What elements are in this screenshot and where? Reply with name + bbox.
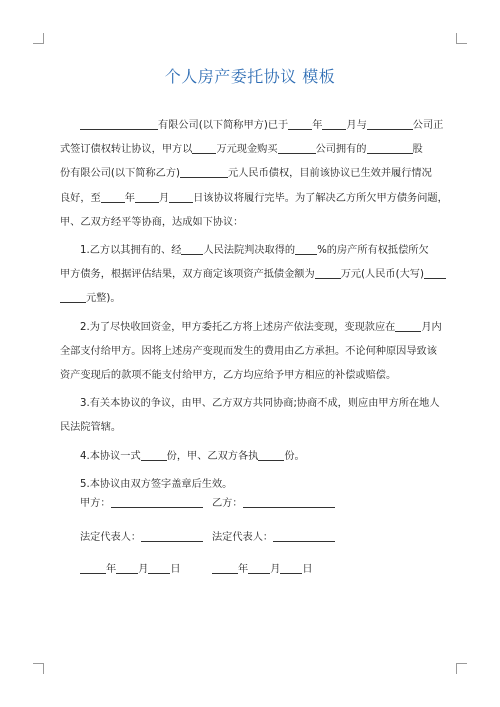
- corner-mark-top-left: [33, 33, 44, 44]
- party-b-field[interactable]: [243, 495, 335, 508]
- document-title: 个人房产委托协议 模板: [164, 67, 336, 86]
- day-field[interactable]: [148, 561, 170, 574]
- clause-1-line: 甲方债务，根据评估结果，双方商定该项资产抵债金额为 万元(人民币(大写): [60, 263, 452, 287]
- party-a-field[interactable]: [111, 495, 203, 508]
- blank-field[interactable]: [192, 141, 216, 154]
- blank-field[interactable]: [258, 448, 284, 461]
- blank-field[interactable]: [367, 117, 413, 130]
- paragraph-line: 份有限公司(以下简称乙方) 元人民币债权，目前该协议已生效并履行情况: [60, 162, 452, 186]
- blank-field[interactable]: [80, 117, 158, 130]
- blank-field[interactable]: [180, 165, 228, 178]
- clause-1: 1.乙方以其拥有的、经 人民法院判决取得的 %的房产所有权抵偿所欠: [60, 239, 452, 263]
- blank-field[interactable]: [135, 190, 159, 203]
- clause-3-line: 民法院管辖。: [60, 422, 122, 434]
- blank-field[interactable]: [101, 190, 125, 203]
- party-row: 甲方： 乙方：: [80, 487, 335, 515]
- clause-3: 3.有关本协议的争议，由甲、乙方双方共同协商;协商不成，则应由甲方所在地人: [80, 398, 440, 410]
- month-field[interactable]: [248, 561, 270, 574]
- clause-2: 2.为了尽快收回资金，甲方委托乙方将上述房产依法变现，变现款应在 月内: [60, 316, 452, 340]
- blank-field[interactable]: [322, 117, 346, 130]
- clause-1-line: 元整)。: [60, 287, 452, 311]
- blank-field[interactable]: [367, 141, 413, 154]
- paragraph-intro: 有限公司(以下简称甲方)已于 年 月与 公司正: [60, 114, 452, 138]
- blank-field[interactable]: [141, 448, 167, 461]
- corner-mark-top-right: [456, 33, 467, 44]
- document-body: [60, 114, 452, 497]
- clause-4: 4.本协议一式 份，甲、乙双方各执 份。: [60, 445, 452, 469]
- year-field[interactable]: [80, 561, 106, 574]
- corner-mark-bottom-left: [33, 663, 44, 674]
- month-field[interactable]: [116, 561, 138, 574]
- paragraph-line: 式签订债权转让协议，甲方以 万元现金购买 公司拥有的 股: [60, 138, 452, 162]
- blank-field[interactable]: [295, 242, 317, 255]
- clause-5: 5.本协议由双方签字盖章后生效。: [80, 478, 233, 490]
- day-field[interactable]: [280, 561, 302, 574]
- clause-2-line: 全部支付给甲方。因将上述房产变现而发生的费用由乙方承担。不论何种原因导致该: [60, 345, 437, 357]
- paragraph-line: 甲、乙双方经平等协商，达成如下协议：: [60, 216, 244, 228]
- date-row: 年 月 日 年 月 日: [80, 553, 335, 581]
- paragraph-line: 良好，至 年 月 日该协议将履行完毕。为了解决乙方所欠甲方债务问题，: [60, 187, 452, 211]
- blank-field[interactable]: [395, 319, 421, 332]
- year-field[interactable]: [212, 561, 238, 574]
- signature-block: [80, 487, 335, 581]
- rep-b-field[interactable]: [273, 529, 335, 542]
- corner-mark-bottom-right: [456, 663, 467, 674]
- blank-field[interactable]: [278, 141, 316, 154]
- blank-field[interactable]: [424, 266, 446, 279]
- blank-field[interactable]: [169, 190, 193, 203]
- blank-field[interactable]: [60, 290, 86, 303]
- blank-field[interactable]: [181, 242, 203, 255]
- representative-row: 法定代表人： 法定代表人：: [80, 521, 335, 549]
- blank-field[interactable]: [315, 266, 341, 279]
- rep-a-field[interactable]: [141, 529, 203, 542]
- clause-2-line: 资产变现后的款项不能支付给甲方，乙方均应给予甲方相应的补偿或赔偿。: [60, 370, 397, 382]
- blank-field[interactable]: [288, 117, 312, 130]
